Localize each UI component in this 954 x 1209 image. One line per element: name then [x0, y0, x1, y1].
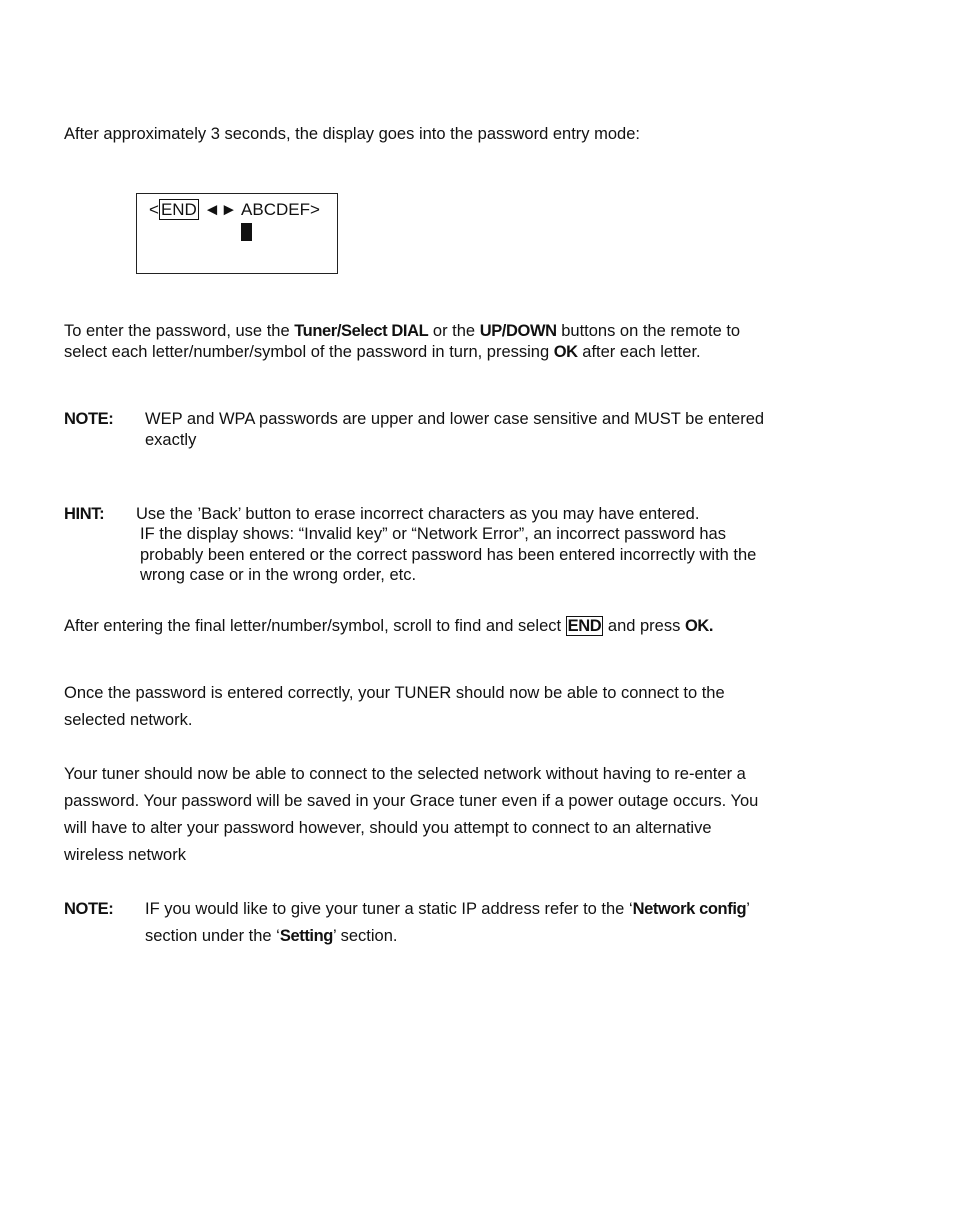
hint-line-3: probably been entered or the correct password has been entered incorrectly with the — [140, 546, 757, 564]
ok-keyword: OK. — [684, 617, 714, 635]
tuner-select-dial: Tuner/Select DIAL — [294, 322, 429, 340]
note2-line-1: IF you would like to give your tuner a static IP address refer to the ‘Network config’ — [145, 900, 750, 918]
lcd-end-option: END — [160, 200, 197, 219]
note1-line-1: WEP and WPA passwords are upper and lower case sensitive and MUST be entered — [145, 410, 765, 428]
enter-line-1: To enter the password, use the Tuner/Select DIAL or the UP/DOWN buttons on the remote to — [64, 322, 741, 340]
final-step: After entering the final letter/number/symbol, scroll to find and select END and press OK. — [64, 617, 714, 635]
note1-label: NOTE: — [64, 410, 114, 428]
once-paragraph: Once the password is entered correctly, your TUNER should now be able to connect to the selected network. — [64, 684, 725, 729]
hint-line-4: wrong case or in the wrong order, etc. — [140, 566, 417, 584]
lcd-line — [149, 200, 320, 220]
network-config-keyword: Network config — [632, 900, 747, 918]
ok-keyword: OK — [553, 343, 578, 361]
lcd-display — [136, 193, 338, 274]
note2-label: NOTE: — [64, 900, 114, 918]
hint-line-2: IF the display shows: “Invalid key” or “Network Error”, an incorrect password has — [140, 525, 726, 543]
intro-text: After approximately 3 seconds, the display goes into the password entry mode: — [64, 125, 640, 143]
lcd-lt: < — [149, 200, 159, 219]
lcd-cursor — [241, 223, 252, 241]
note1-line-2: exactly — [145, 431, 197, 449]
end-keyword: END — [567, 617, 602, 635]
saved-paragraph: Your tuner should now be able to connect to the selected network without having to re-enter a password. Your password will be saved in your Grace tuner even if a power outage occurs. You will have to alter your password however, should you attempt to connect to an alternative wireless network — [64, 765, 759, 864]
enter-line-2: select each letter/number/symbol of the password in turn, pressing OK after each letter. — [64, 343, 701, 361]
note2-line-2: section under the ‘Setting’ section. — [145, 927, 398, 945]
setting-keyword: Setting — [279, 927, 333, 945]
lcd-letters: ABCDEF> — [241, 200, 320, 219]
lcd-arrows: ◄► — [203, 200, 238, 219]
hint-line-1: Use the ’Back’ button to erase incorrect characters as you may have entered. — [136, 505, 700, 523]
hint-label: HINT: — [64, 505, 105, 523]
up-down: UP/DOWN — [479, 322, 557, 340]
